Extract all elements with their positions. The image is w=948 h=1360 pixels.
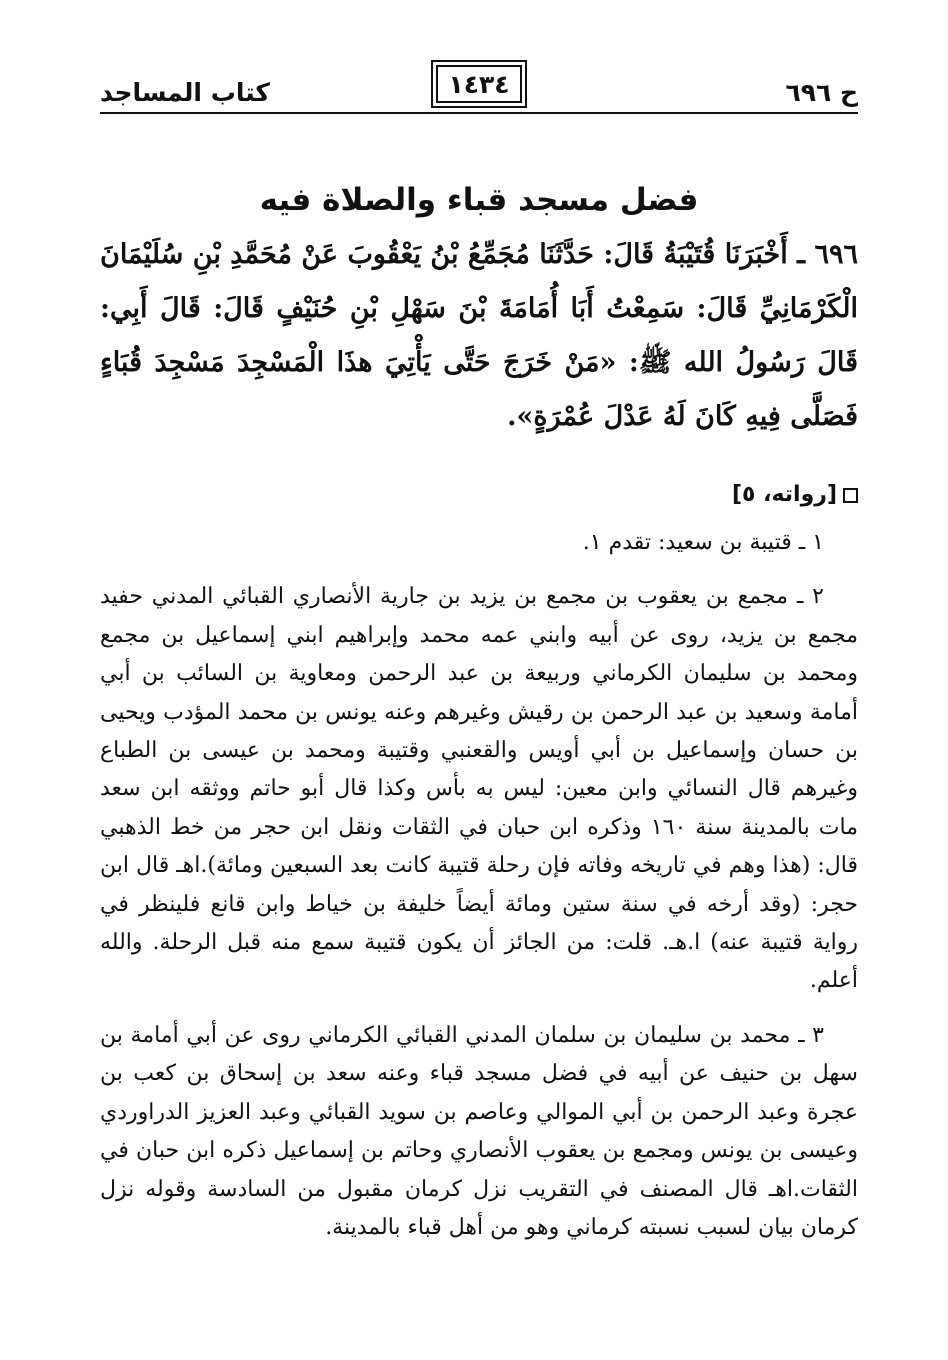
narrators-heading <box>100 478 858 512</box>
book-page <box>100 60 858 1320</box>
page-header <box>100 60 858 114</box>
square-bullet-icon <box>843 488 858 503</box>
hadith-text: ٦٩٦ ـ أَخْبَرَنَا قُتَيْبَةُ قَالَ: حَدَّثَنَا مُجَمِّعُ بْنُ يَعْقُوبَ عَنْ مُحَمَّدِ بْنِ سُلَيْمَانَ الْكَرْمَانِيِّ قَالَ: سَمِعْتُ أَبَا أُمَامَةَ بْنَ سَهْلِ بْنِ حُنَيْفٍ قَالَ: قَالَ أَبِي: قَالَ رَسُولُ الله ﷺ: «مَنْ خَرَجَ حَتَّى يَأْتِيَ هذَا الْمَسْجِدَ مَسْجِدَ قُبَاءٍ فَصَلَّى فِيهِ كَانَ لَهُ عَدْلَ عُمْرَةٍ». <box>100 239 858 432</box>
narrators-heading-label: [رواته، ٥] <box>731 482 837 507</box>
page-number: ١٤٣٤ <box>431 60 527 108</box>
hadith-reference: ح ٦٩٦ <box>785 78 858 107</box>
narrator-entry-2: ٢ ـ مجمع بن يعقوب بن مجمع بن يزيد بن جارية الأنصاري القبائي المدني حفيد مجمع بن يزيد، روى عن أبيه وابني عمه محمد وإبراهيم ابني إسماعيل بن مجمع ومحمد بن سليمان الكرماني وربيعة بن عبد الرحمن ومعاوية بن السائب بن أبي أمامة وسعيد بن عبد الرحمن بن رقيش وغيرهم وعنه يونس بن محمد المؤدب ويحيى بن حسان وإسماعيل بن أبي أويس والقعنبي وقتيبة ومحمد بن عيسى بن الطباع وغيرهم قال النسائي وابن معين: ليس به بأس وكذا قال أبو حاتم ووثقه ابن سعد مات بالمدينة سنة ١٦٠ وذكره ابن حبان في الثقات ونقل ابن حجر من خط الذهبي قال: (هذا وهم في تاريخه وفاته فإن رحلة قتيبة كانت بعد السبعين ومائة).اهـ قال ابن حجر: (وقد أرخه في سنة ستين ومائة أيضاً خليفة بن خياط وابن قانع فلينظر في رواية قتيبة عنه) ا.هـ. قلت: من الجائز أن يكون قتيبة سمع منه قبل الرحلة. والله أعلم. <box>100 584 858 994</box>
book-title: كتاب المساجد <box>100 78 270 107</box>
narrator-entry-3: ٣ ـ محمد بن سليمان بن سلمان المدني القبائي الكرماني روى عن أبي أمامة بن سهل بن حنيف عن أبيه في فضل مسجد قباء وعنه سعد بن إسحاق بن كعب بن عجرة وعبد الرحمن بن أبي الموالي وعاصم بن سويد القبائي وعبد العزيز الدراوردي وعيسى بن يونس ومجمع بن يعقوب الأنصاري وحاتم بن إسماعيل ذكره ابن حبان في الثقات.اهـ قال المصنف في التقريب نزل كرمان مقبول من السادسة وقوله نزل كرمان بيان لسبب نسبته كرماني وهو من أهل قباء بالمدينة. <box>100 1022 858 1240</box>
section-title: فضل مسجد قباء والصلاة فيه <box>259 182 699 218</box>
narrator-entry-1: ١ ـ قتيبة بن سعيد: تقدم ١. <box>582 530 824 555</box>
